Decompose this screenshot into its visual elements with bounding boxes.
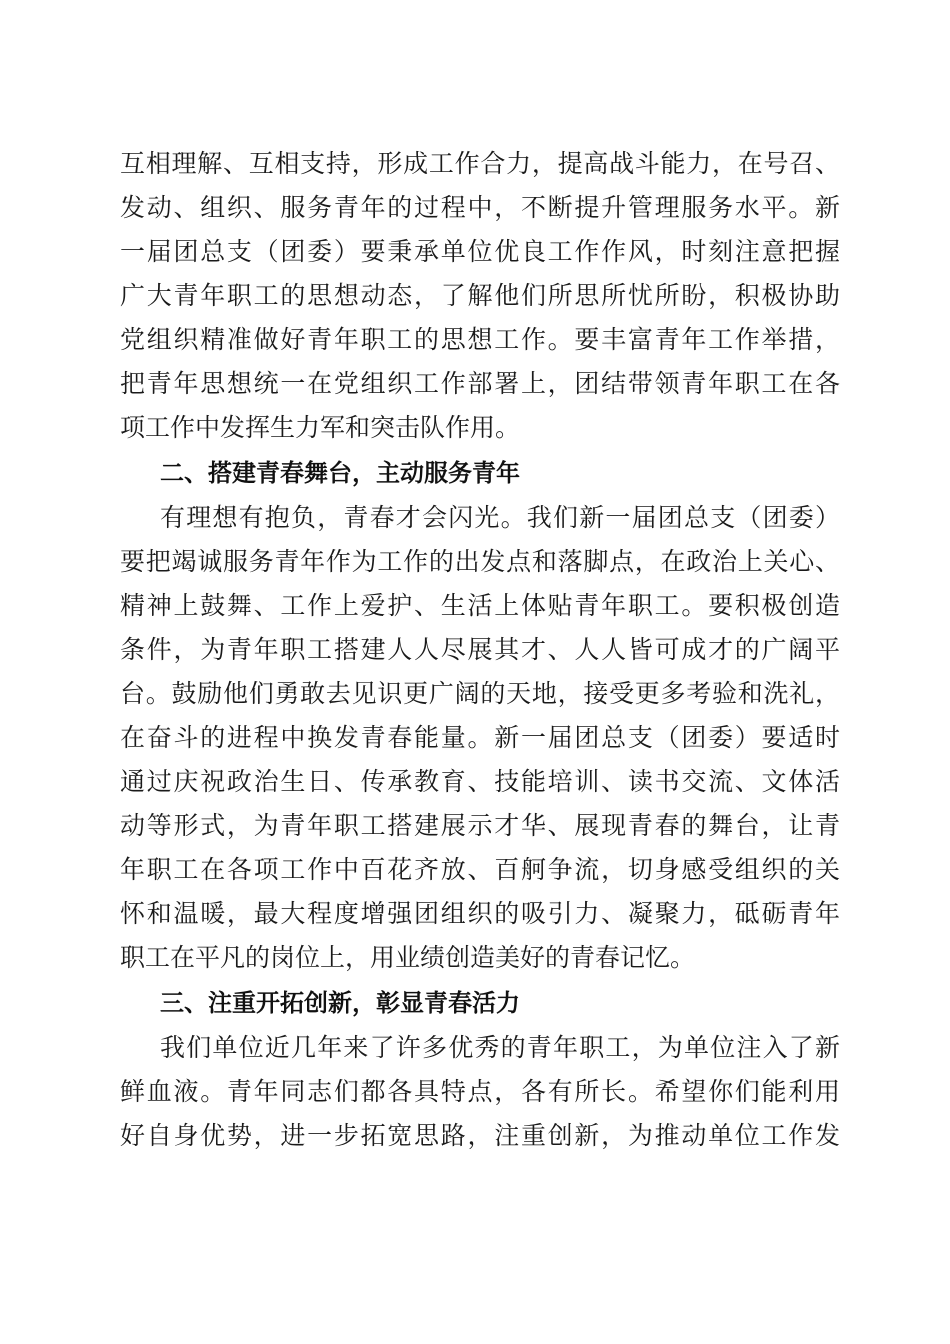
- paragraph-1-line-3: 一届团总支（团委）要秉承单位优良工作作风，时刻注意把握: [120, 237, 840, 266]
- paragraph-1-line-7: 项工作中发挥生力军和突击队作用。: [120, 413, 521, 442]
- paragraph-2-line-4: 条件，为青年职工搭建人人尽展其才、人人皆可成才的广阔平: [120, 635, 840, 664]
- paragraph-3-line-3: 好自身优势，进一步拓宽思路，注重创新，为推动单位工作发: [120, 1121, 840, 1150]
- paragraph-2-line-11: 职工在平凡的岗位上，用业绩创造美好的青春记忆。: [120, 943, 696, 972]
- paragraph-3-line-2: 鲜血液。青年同志们都各具特点，各有所长。希望你们能利用: [120, 1077, 840, 1106]
- paragraph-3-line-1: 我们单位近几年来了许多优秀的青年职工，为单位注入了新: [160, 1033, 840, 1062]
- paragraph-2-line-6: 在奋斗的进程中换发青春能量。新一届团总支（团委）要适时: [120, 723, 840, 752]
- paragraph-1-line-1: 互相理解、互相支持，形成工作合力，提高战斗能力，在号召、: [120, 149, 840, 178]
- paragraph-2-line-3: 精神上鼓舞、工作上爱护、生活上体贴青年职工。要积极创造: [120, 591, 840, 620]
- paragraph-1-line-4: 广大青年职工的思想动态，了解他们所思所忧所盼，积极协助: [120, 281, 840, 310]
- paragraph-2-line-7: 通过庆祝政治生日、传承教育、技能培训、读书交流、文体活: [120, 767, 840, 796]
- paragraph-1-line-5: 党组织精准做好青年职工的思想工作。要丰富青年工作举措，: [120, 325, 840, 354]
- paragraph-2-line-8: 动等形式，为青年职工搭建展示才华、展现青春的舞台，让青: [120, 811, 840, 840]
- paragraph-2-line-9: 年职工在各项工作中百花齐放、百舸争流，切身感受组织的关: [120, 855, 840, 884]
- paragraph-2-line-5: 台。鼓励他们勇敢去见识更广阔的天地，接受更多考验和洗礼，: [120, 679, 840, 708]
- section-heading-2: 二、搭建青春舞台，主动服务青年: [160, 459, 520, 487]
- paragraph-1-line-2: 发动、组织、服务青年的过程中，不断提升管理服务水平。新: [120, 193, 840, 222]
- paragraph-2-line-2: 要把竭诚服务青年作为工作的出发点和落脚点，在政治上关心、: [120, 547, 840, 576]
- paragraph-1-line-6: 把青年思想统一在党组织工作部署上，团结带领青年职工在各: [120, 369, 840, 398]
- paragraph-2-line-1: 有理想有抱负，青春才会闪光。我们新一届团总支（团委）: [160, 503, 840, 532]
- section-heading-3: 三、注重开拓创新，彰显青春活力: [160, 989, 520, 1017]
- paragraph-2-line-10: 怀和温暖，最大程度增强团组织的吸引力、凝聚力，砥砺青年: [120, 899, 840, 928]
